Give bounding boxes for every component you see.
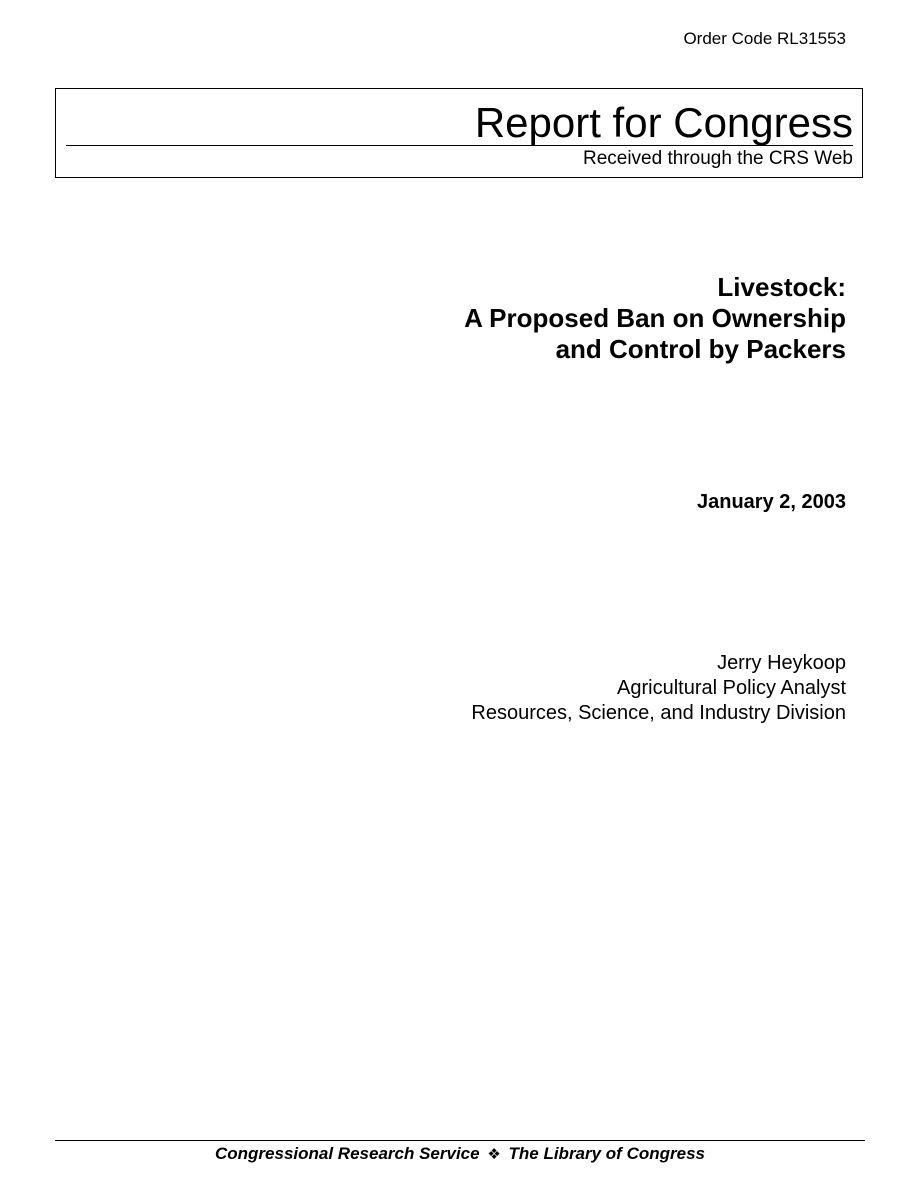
footer-loc: The Library of Congress [508,1144,705,1163]
footer [0,1143,920,1165]
report-header-title: Report for Congress [474,99,853,146]
author-block [471,651,846,726]
report-header-subtitle: Received through the CRS Web [582,148,853,169]
report-title-line-2: A Proposed Ban on Ownership [464,303,846,333]
report-header-box [55,88,863,178]
order-code: Order Code RL31553 [683,29,846,48]
footer-divider [55,1140,865,1141]
author-name: Jerry Heykoop [717,652,846,674]
report-title [464,272,846,365]
header-divider [66,145,853,146]
four-diamond-ornament-icon: ❖ [487,1145,501,1163]
report-date: January 2, 2003 [697,491,846,513]
author-position: Agricultural Policy Analyst [617,677,846,699]
report-title-line-1: Livestock: [717,272,846,302]
footer-crs: Congressional Research Service [215,1144,480,1163]
report-title-line-3: and Control by Packers [555,334,846,364]
author-division: Resources, Science, and Industry Division [471,702,846,724]
